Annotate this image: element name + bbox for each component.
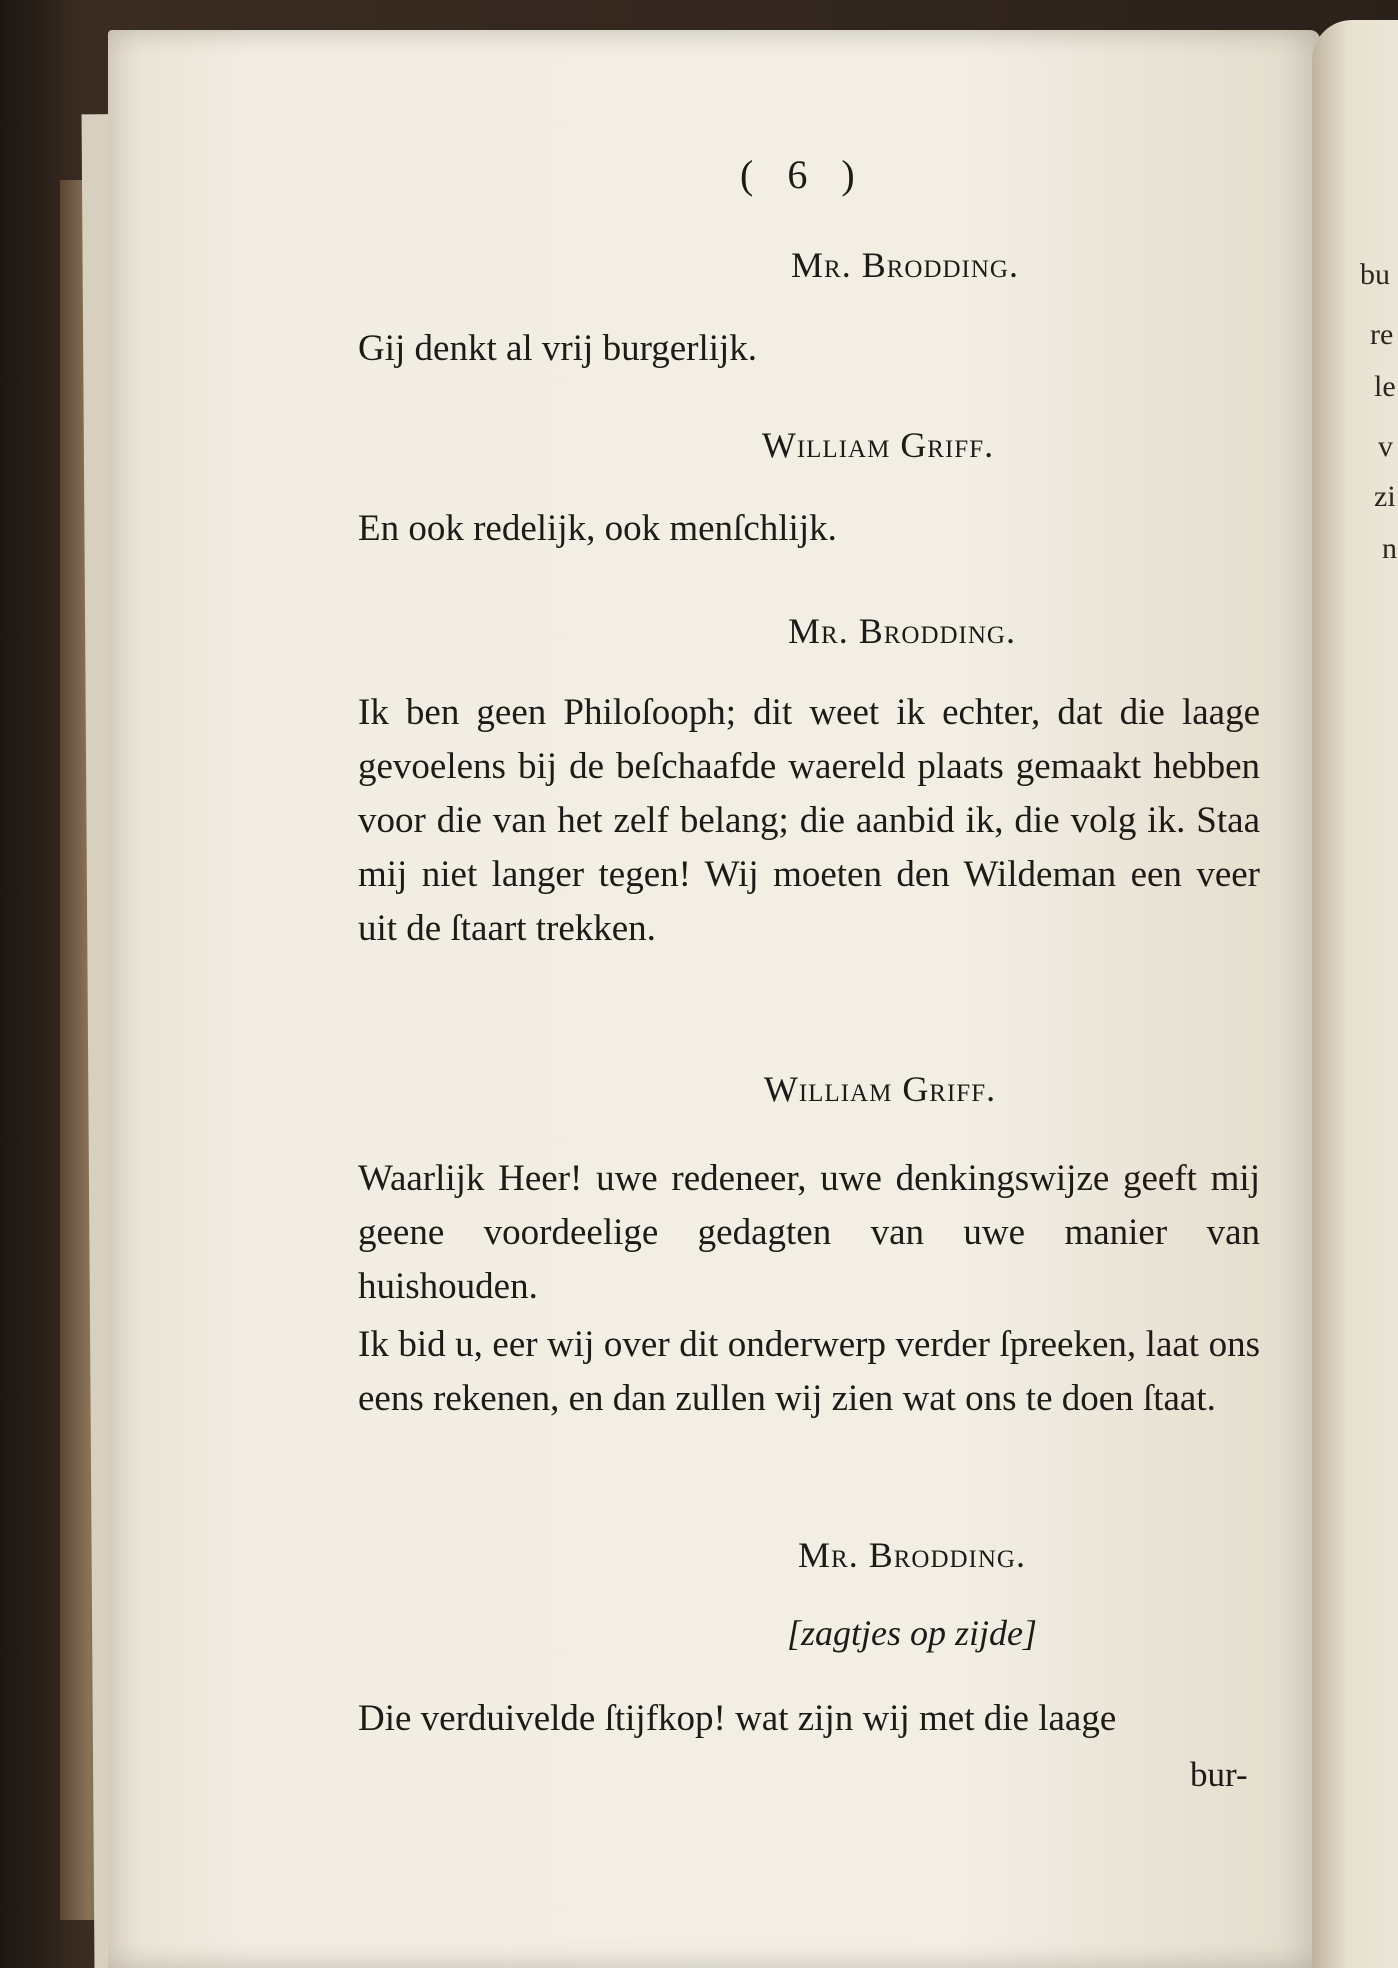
- facing-page: [1312, 20, 1398, 1968]
- stage-direction: [zagtjes op zijde]: [786, 1613, 1037, 1653]
- book-page: [108, 30, 1320, 1968]
- facing-page-fragment: re: [1370, 318, 1394, 351]
- paragraph: Die verduivelde ſtijfkop! wat zijn wij met die laage: [358, 1698, 1117, 1739]
- speaker-heading: Mr. Brodding.: [791, 245, 1019, 285]
- speaker-heading: William Griff.: [763, 1069, 997, 1109]
- paragraph: Waarlijk Heer! uwe redeneer, uwe denkingswijze geeft mij geene voordeelige gedagten van uwe manier van huishouden.: [358, 1158, 1260, 1307]
- speaker-heading: William Griff.: [761, 425, 995, 465]
- paragraph: Ik ben geen Philoſooph; dit weet ik echter, dat die laage gevoelens bij de beſchaafde waereld plaats gemaakt hebben voor die van het zelf belang; die aanbid ik, die volg ik. Staa mij niet langer tegen! Wij moeten den Wildeman een veer uit de ſtaart trekken.: [358, 692, 1260, 949]
- facing-page-fragment: zi: [1374, 480, 1396, 513]
- facing-page-fragment: v: [1378, 430, 1393, 463]
- speaker-heading: Mr. Brodding.: [788, 611, 1016, 651]
- paragraph: Gij denkt al vrij burgerlijk.: [358, 328, 758, 369]
- facing-page-fragment: n: [1382, 532, 1397, 565]
- speaker-heading: Mr. Brodding.: [798, 1535, 1026, 1575]
- page-number: ( 6 ): [740, 152, 867, 197]
- paragraph: En ook redelijk, ook menſchlijk.: [358, 508, 837, 549]
- facing-page-fragment: le: [1374, 370, 1396, 403]
- catchword: bur-: [1190, 1755, 1248, 1794]
- paragraph: Ik bid u, eer wij over dit onderwerp verder ſpreeken, laat ons eens rekenen, en dan zullen wij zien wat ons te doen ſtaat.: [358, 1324, 1260, 1419]
- facing-page-fragment: bu: [1360, 258, 1390, 291]
